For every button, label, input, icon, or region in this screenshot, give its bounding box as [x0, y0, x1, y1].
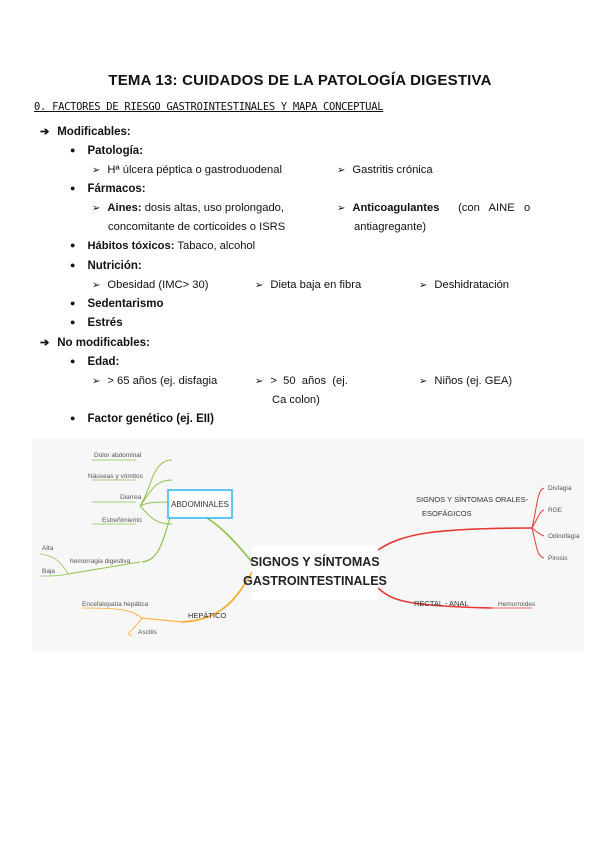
item-sedentarismo: [70, 298, 164, 310]
value: Tabaco, alcohol: [174, 240, 256, 252]
label: Edad:: [87, 356, 120, 368]
mind-map-canvas: [32, 438, 584, 652]
label: Niños (ej. GEA): [434, 375, 513, 387]
label: Deshidratación: [434, 279, 510, 291]
edad-item-1: [92, 375, 217, 387]
abdominales-child: Estreñimiento: [102, 517, 142, 524]
rectal-child: Hemorroides: [498, 601, 536, 608]
hemorragia-child: Baja: [42, 568, 56, 575]
mind-map: [32, 438, 584, 652]
pat-item-2: [337, 164, 433, 176]
triangle-bullet-icon: ➢: [419, 280, 428, 291]
anticoag-label: Anticoagulantes: [352, 202, 440, 214]
triangle-bullet-icon: ➢: [92, 376, 101, 387]
center-label: GASTROINTESTINALES: [243, 574, 387, 588]
bullet-icon: ●: [70, 145, 76, 155]
bullet-icon: ●: [70, 183, 76, 193]
label: Fármacos:: [87, 183, 146, 195]
hepatico-child: Ascitis: [138, 629, 157, 636]
abdominales-child: Dolor abdominal: [94, 452, 142, 459]
edad-item-2-cont: Ca colon): [272, 394, 320, 406]
label: Obesidad (IMC> 30): [107, 279, 209, 291]
item-factor-genetico: [70, 413, 214, 425]
orales-child: Pirosis: [548, 555, 568, 562]
hemorragia-label: hemorragia digestiva: [70, 558, 131, 565]
item-edad: [70, 356, 119, 368]
section-subtitle: 0. FACTORES DE RIESGO GASTROINTESTINALES Y MAPA CONCEPTUAL: [34, 101, 384, 113]
label: Gastritis crónica: [352, 164, 433, 176]
bullet-icon: ●: [70, 298, 76, 308]
edad-item-3: [419, 375, 512, 387]
aines-line-1: [92, 202, 284, 214]
orales-label: SIGNOS Y SÍNTOMAS ORALES-: [416, 495, 529, 504]
item-nutricion: [70, 260, 142, 272]
triangle-bullet-icon: ➢: [337, 165, 346, 176]
label: Factor genético (ej. EII): [87, 413, 214, 425]
triangle-bullet-icon: ➢: [419, 376, 428, 387]
item-habitos: [70, 240, 255, 252]
hepatico-label: HEPÁTICO: [188, 611, 227, 620]
label: Hª úlcera péptica o gastroduodenal: [107, 164, 282, 176]
rectal-label: RECTAL - ANAL: [414, 599, 469, 608]
hemorragia-child: Alta: [42, 545, 54, 552]
label: Dieta baja en fibra: [270, 279, 362, 291]
label: Hábitos tóxicos:: [87, 240, 175, 252]
label: Patología:: [87, 145, 144, 157]
edad-item-2: [255, 375, 348, 387]
page-title: TEMA 13: CUIDADOS DE LA PATOLOGÍA DIGESTIVA: [108, 72, 492, 89]
label: dosis altas, uso prolongado,: [144, 202, 285, 214]
orales-child: Disfagia: [548, 485, 572, 492]
bullet-icon: ●: [70, 240, 76, 250]
abdominales-child: Diarrea: [120, 494, 142, 501]
label: Nutrición:: [87, 260, 142, 272]
orales-child: Odinofagia: [548, 533, 580, 540]
orales-child: RGE: [548, 507, 563, 514]
pat-item-1: [92, 164, 282, 176]
heading-no-modificables: [40, 336, 150, 349]
label: Modificables:: [57, 126, 131, 138]
heading-modificables: [40, 125, 131, 138]
arrow-right-icon: ➔: [40, 126, 50, 138]
arrow-right-icon: ➔: [40, 337, 50, 349]
nut-item-1: [92, 279, 208, 291]
triangle-bullet-icon: ➢: [92, 203, 101, 214]
item-estres: [70, 317, 123, 329]
label: Sedentarismo: [87, 298, 164, 310]
label: No modificables:: [57, 337, 150, 349]
label: > 50 años (ej.: [270, 375, 348, 387]
anticoag-line-2: antiagregante): [354, 221, 427, 233]
item-patologia: [70, 145, 143, 157]
bullet-icon: ●: [70, 413, 76, 423]
label: Estrés: [87, 317, 123, 329]
label: > 65 años (ej. disfagia: [107, 375, 218, 387]
triangle-bullet-icon: ➢: [337, 203, 346, 214]
abdominales-child: Náuseas y vómitos: [88, 473, 143, 480]
bullet-icon: ●: [70, 317, 76, 327]
triangle-bullet-icon: ➢: [92, 165, 101, 176]
bullet-icon: ●: [70, 356, 76, 366]
triangle-bullet-icon: ➢: [92, 280, 101, 291]
nut-item-2: [255, 279, 361, 291]
anticoag-line-1: [337, 202, 530, 214]
center-label: SIGNOS Y SÍNTOMAS: [250, 555, 380, 569]
nut-item-3: [419, 279, 509, 291]
item-farmacos: [70, 183, 146, 195]
triangle-bullet-icon: ➢: [255, 376, 264, 387]
abdominales-label: ABDOMINALES: [171, 500, 229, 509]
hepatico-child: Encefalopatía hepática: [82, 601, 149, 608]
triangle-bullet-icon: ➢: [255, 280, 264, 291]
label: (con AINE o: [458, 202, 531, 214]
bullet-icon: ●: [70, 260, 76, 270]
aines-label: Aines:: [107, 202, 142, 214]
orales-label: ESOFÁGICOS: [422, 509, 472, 518]
aines-line-2: concomitante de corticoides o ISRS: [108, 221, 286, 233]
